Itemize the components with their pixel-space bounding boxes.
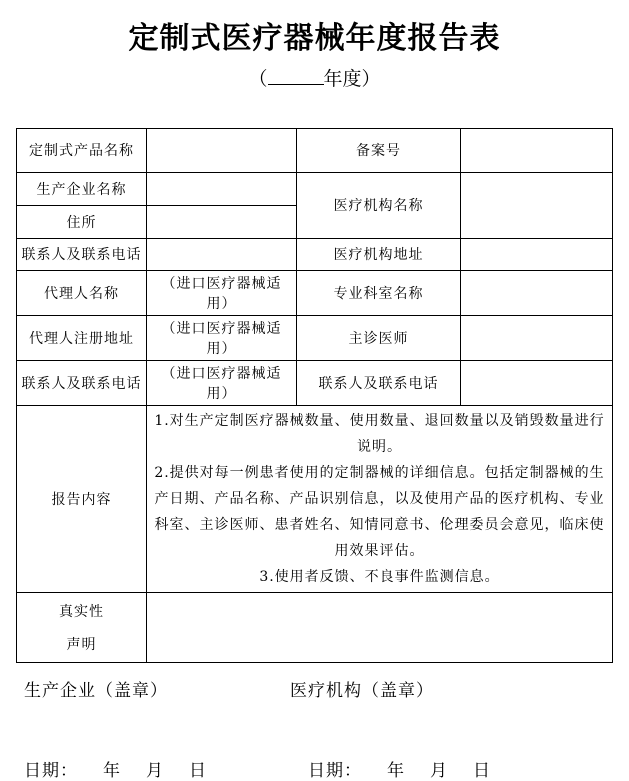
authenticity-statement-line-1: 真实性 — [59, 603, 104, 620]
institution-contact-label: 联系人及联系电话 — [297, 360, 461, 405]
producer-seal-label: 生产企业（盖章） — [24, 680, 168, 701]
row-agent-address — [17, 315, 613, 360]
record-number-label: 备案号 — [297, 128, 461, 172]
medical-institution-name-label: 医疗机构名称 — [297, 172, 461, 238]
row-contact-manufacturer — [17, 238, 613, 270]
report-content-text-cell — [147, 405, 613, 592]
document-page — [0, 20, 629, 781]
product-name-label: 定制式产品名称 — [17, 128, 147, 172]
producer-date-month: 月 — [146, 760, 164, 781]
residence-label: 住所 — [17, 205, 147, 238]
institution-date-day: 日 — [473, 760, 491, 781]
manufacturer-name-label: 生产企业名称 — [17, 172, 147, 205]
manufacturer-name-value-cell — [147, 172, 297, 205]
authenticity-statement-line-2: 声明 — [66, 636, 97, 653]
chief-physician-value-cell — [461, 315, 613, 360]
date-row — [0, 756, 629, 780]
row-authenticity-statement — [17, 592, 613, 662]
row-agent-name — [17, 270, 613, 315]
agent-name-note: （进口医疗器械适用） — [147, 270, 297, 315]
authenticity-statement-value-cell — [147, 592, 613, 662]
institution-contact-value-cell — [461, 360, 613, 405]
report-form-table — [16, 128, 613, 663]
report-content-line-1: 1.对生产定制医疗器械数量、使用数量、退回数量以及销毁数量进行说明。 — [154, 412, 605, 455]
manufacturer-contact-label: 联系人及联系电话 — [17, 238, 147, 270]
department-name-value-cell — [461, 270, 613, 315]
form-title: 定制式医疗器械年度报告表 — [128, 21, 501, 56]
row-product-name — [17, 128, 613, 172]
record-number-value-cell — [461, 128, 613, 172]
institution-address-label: 医疗机构地址 — [297, 238, 461, 270]
producer-date-year: 年 — [103, 760, 121, 781]
row-manufacturer-name — [17, 172, 613, 205]
subtitle-open-paren: （ — [248, 67, 268, 90]
institution-seal-label: 医疗机构（盖章） — [290, 680, 434, 701]
agent-address-label: 代理人注册地址 — [17, 315, 147, 360]
agent-name-label: 代理人名称 — [17, 270, 147, 315]
residence-value-cell — [147, 205, 297, 238]
institution-date-year: 年 — [387, 760, 405, 781]
product-name-value-cell — [147, 128, 297, 172]
seal-row — [0, 676, 629, 700]
manufacturer-contact-value-cell — [147, 238, 297, 270]
report-content-line-3: 3.使用者反馈、不良事件监测信息。 — [259, 568, 500, 585]
report-content-line-2: 2.提供对每一例患者使用的定制器械的详细信息。包括定制器械的生产日期、产品名称、产品识别信息，以及使用产品的医疗机构、专业科室、主诊医师、患者姓名、知情同意书、伦理委员会意见，临床使用效果评估。 — [154, 464, 605, 559]
report-content-label: 报告内容 — [17, 405, 147, 592]
department-name-label: 专业科室名称 — [297, 270, 461, 315]
authenticity-statement-label — [17, 592, 147, 662]
form-subtitle — [0, 64, 629, 92]
producer-date-line — [24, 756, 207, 781]
agent-contact-label: 联系人及联系电话 — [17, 360, 147, 405]
institution-date-label: 日期： — [308, 760, 362, 781]
agent-contact-note: （进口医疗器械适用） — [147, 360, 297, 405]
medical-institution-name-value-cell — [461, 172, 613, 238]
row-agent-contact — [17, 360, 613, 405]
institution-date-month: 月 — [430, 760, 448, 781]
institution-address-value-cell — [461, 238, 613, 270]
year-blank-underline — [268, 64, 324, 85]
producer-date-label: 日期： — [24, 760, 78, 781]
row-report-content — [17, 405, 613, 592]
producer-date-day: 日 — [189, 760, 207, 781]
chief-physician-label: 主诊医师 — [297, 315, 461, 360]
subtitle-year-label: 年度） — [323, 67, 381, 90]
institution-date-line — [308, 756, 491, 781]
agent-address-note: （进口医疗器械适用） — [147, 315, 297, 360]
